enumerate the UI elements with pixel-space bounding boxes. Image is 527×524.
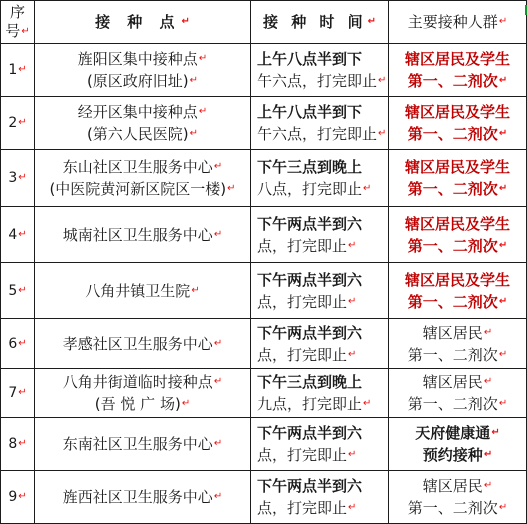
site-title: 东山社区卫生服务中心↵ [62, 158, 223, 176]
paragraph-mark-icon: ↵ [348, 239, 357, 251]
site-title: 旌阳区集中接种点↵ [77, 50, 208, 68]
site-name [35, 319, 251, 369]
paragraph-mark-icon: ↵ [198, 106, 208, 117]
row-number: 5↵ [1, 263, 35, 319]
time-slot [251, 471, 389, 524]
target-group [389, 471, 527, 524]
table-row [1, 44, 527, 97]
header-seq-line2: 号↵ [5, 22, 30, 40]
table-row [1, 319, 527, 369]
time-slot [251, 44, 389, 97]
site-name [35, 263, 251, 319]
paragraph-mark-icon: ↵ [348, 449, 357, 460]
paragraph-mark-icon: ↵ [18, 337, 27, 349]
row-number: 4↵ [1, 207, 35, 263]
header-site-label: 接 种 点 [95, 13, 181, 31]
row-number: 8↵ [1, 418, 35, 471]
time-line1: 下午两点半到六 [257, 323, 363, 342]
table-row [1, 263, 527, 319]
paragraph-mark-icon: ↵ [18, 64, 27, 75]
paragraph-mark-icon: ↵ [498, 398, 508, 409]
time-line2: 点，打完即止↵ [257, 446, 357, 464]
time-line2: 午六点，打完即止↵ [257, 125, 387, 143]
time-line1: 下午三点到晚上 [257, 158, 363, 176]
header-time [251, 1, 389, 44]
site-title: 八角井镇卫生院↵ [85, 281, 200, 300]
paragraph-mark-icon: ↵ [18, 284, 27, 296]
paragraph-mark-icon: ↵ [213, 337, 223, 349]
time-slot [251, 263, 389, 319]
time-line2: 点，打完即止↵ [257, 292, 357, 311]
paragraph-mark-icon: ↵ [378, 75, 387, 86]
table-header-row [1, 1, 527, 44]
target-group [389, 44, 527, 97]
time-slot [251, 150, 389, 207]
paragraph-mark-icon: ↵ [363, 183, 372, 194]
site-name [35, 44, 251, 97]
site-title: 东南社区卫生服务中心↵ [62, 435, 223, 453]
target-group [389, 207, 527, 263]
time-line2: 八点，打完即止↵ [257, 180, 372, 198]
paragraph-mark-icon: ↵ [213, 376, 223, 387]
target-group-line1: 辖区居民及学生 [404, 50, 510, 68]
time-line1: 下午两点半到六 [257, 477, 363, 495]
target-group-line1: 辖区居民及学生 [404, 214, 510, 233]
paragraph-mark-icon: ↵ [498, 16, 508, 27]
target-group-line2: 第一、二剂次↵ [407, 180, 508, 198]
paragraph-mark-icon: ↵ [191, 284, 200, 296]
target-group-line2: 预约接种↵ [422, 446, 493, 464]
site-note: (中医院黄河新区院区一楼)↵ [49, 180, 236, 198]
site-title: 城南社区卫生服务中心↵ [62, 225, 223, 244]
paragraph-mark-icon: ↵ [181, 16, 190, 27]
row-number: 7↵ [1, 369, 35, 418]
paragraph-mark-icon: ↵ [483, 449, 493, 460]
paragraph-mark-icon: ↵ [498, 502, 508, 513]
time-line2: 点，打完即止↵ [257, 499, 357, 517]
target-group-line1: 天府健康通↵ [415, 424, 500, 442]
time-slot [251, 207, 389, 263]
row-number: 3↵ [1, 150, 35, 207]
site-title: 旌西社区卫生服务中心↵ [62, 488, 223, 506]
target-group-line2: 第一、二剂次↵ [407, 292, 508, 311]
time-slot [251, 369, 389, 418]
paragraph-mark-icon: ↵ [189, 128, 199, 139]
time-slot [251, 97, 389, 150]
table-row [1, 369, 527, 418]
paragraph-mark-icon: ↵ [363, 398, 372, 409]
paragraph-mark-icon: ↵ [213, 161, 223, 172]
target-group-line2: 第一、二剂次↵ [407, 395, 508, 413]
header-seq-line1: 序 [9, 3, 25, 21]
site-name [35, 418, 251, 471]
paragraph-mark-icon: ↵ [498, 75, 508, 86]
time-slot [251, 418, 389, 471]
target-group [389, 319, 527, 369]
paragraph-mark-icon: ↵ [348, 502, 357, 513]
time-line2: 点，打完即止↵ [257, 236, 357, 255]
site-title: 经开区集中接种点↵ [77, 103, 208, 121]
site-name [35, 207, 251, 263]
time-line1: 下午三点到晚上 [257, 373, 363, 391]
target-group-line2: 第一、二剂次↵ [407, 345, 508, 364]
paragraph-mark-icon: ↵ [213, 228, 223, 240]
time-line1: 下午两点半到六 [257, 270, 363, 289]
paragraph-mark-icon: ↵ [498, 348, 508, 360]
time-slot [251, 319, 389, 369]
paragraph-mark-icon: ↵ [498, 128, 508, 139]
target-group-line2: 第一、二剂次↵ [407, 236, 508, 255]
target-group-line1: 辖区居民↵ [422, 323, 493, 342]
site-note: (吾 悦 广 场)↵ [94, 395, 191, 413]
target-group [389, 150, 527, 207]
paragraph-mark-icon: ↵ [181, 398, 191, 409]
time-line1: 上午八点半到下 [257, 50, 363, 68]
target-group-line2: 第一、二剂次↵ [407, 499, 508, 517]
site-name [35, 150, 251, 207]
time-line1: 上午八点半到下 [257, 103, 363, 121]
target-group-line1: 辖区居民↵ [422, 373, 493, 391]
header-crowd [389, 1, 527, 44]
row-number: 1↵ [1, 44, 35, 97]
target-group [389, 418, 527, 471]
target-group [389, 97, 527, 150]
table-row [1, 471, 527, 524]
target-group-line1: 辖区居民↵ [422, 477, 493, 495]
paragraph-mark-icon: ↵ [18, 387, 27, 398]
table-row [1, 418, 527, 471]
site-name [35, 369, 251, 418]
table-row [1, 97, 527, 150]
target-group-line1: 辖区居民及学生 [404, 103, 510, 121]
table-row [1, 207, 527, 263]
header-seq [1, 1, 35, 44]
paragraph-mark-icon: ↵ [213, 491, 223, 502]
paragraph-mark-icon: ↵ [483, 376, 493, 387]
paragraph-mark-icon: ↵ [18, 438, 27, 449]
time-line2: 点，打完即止↵ [257, 345, 357, 364]
paragraph-mark-icon: ↵ [18, 117, 27, 128]
time-line2: 午六点，打完即止↵ [257, 72, 387, 90]
row-number: 9↵ [1, 471, 35, 524]
paragraph-mark-icon: ↵ [483, 480, 493, 491]
paragraph-mark-icon: ↵ [21, 26, 30, 37]
site-title: 八角井街道临时接种点↵ [62, 373, 223, 391]
row-number: 2↵ [1, 97, 35, 150]
paragraph-mark-icon: ↵ [18, 491, 27, 502]
paragraph-mark-icon: ↵ [378, 128, 387, 139]
paragraph-mark-icon: ↵ [348, 295, 357, 307]
paragraph-mark-icon: ↵ [348, 348, 357, 360]
paragraph-mark-icon: ↵ [227, 183, 236, 194]
target-group-line1: 辖区居民及学生 [404, 158, 510, 176]
header-crowd-label: 主要接种人群 [407, 13, 498, 31]
paragraph-mark-icon: ↵ [213, 438, 223, 449]
paragraph-mark-icon: ↵ [367, 16, 377, 27]
paragraph-mark-icon: ↵ [18, 172, 27, 183]
time-line1: 下午两点半到六 [257, 214, 363, 233]
paragraph-mark-icon: ↵ [483, 326, 493, 338]
header-site [35, 1, 251, 44]
target-group [389, 369, 527, 418]
target-group-line1: 辖区居民及学生 [404, 270, 510, 289]
site-title: 孝感社区卫生服务中心↵ [62, 334, 223, 353]
time-line2: 九点，打完即止↵ [257, 395, 372, 413]
target-group-line2: 第一、二剂次↵ [407, 125, 508, 143]
time-line1: 下午两点半到六 [257, 424, 363, 442]
paragraph-mark-icon: ↵ [498, 295, 508, 307]
target-group [389, 263, 527, 319]
paragraph-mark-icon: ↵ [498, 239, 508, 251]
site-note: (原区政府旧址)↵ [86, 72, 199, 90]
site-name [35, 471, 251, 524]
target-group-line2: 第一、二剂次↵ [407, 72, 508, 90]
paragraph-mark-icon: ↵ [498, 183, 508, 194]
row-number: 6↵ [1, 319, 35, 369]
paragraph-mark-icon: ↵ [491, 427, 500, 438]
paragraph-mark-icon: ↵ [198, 53, 208, 64]
header-time-label: 接 种 时 间 [262, 13, 367, 31]
site-name [35, 97, 251, 150]
paragraph-mark-icon: ↵ [189, 75, 199, 86]
site-note: (第六人民医院)↵ [86, 125, 199, 143]
table-row [1, 150, 527, 207]
paragraph-mark-icon: ↵ [18, 228, 27, 240]
